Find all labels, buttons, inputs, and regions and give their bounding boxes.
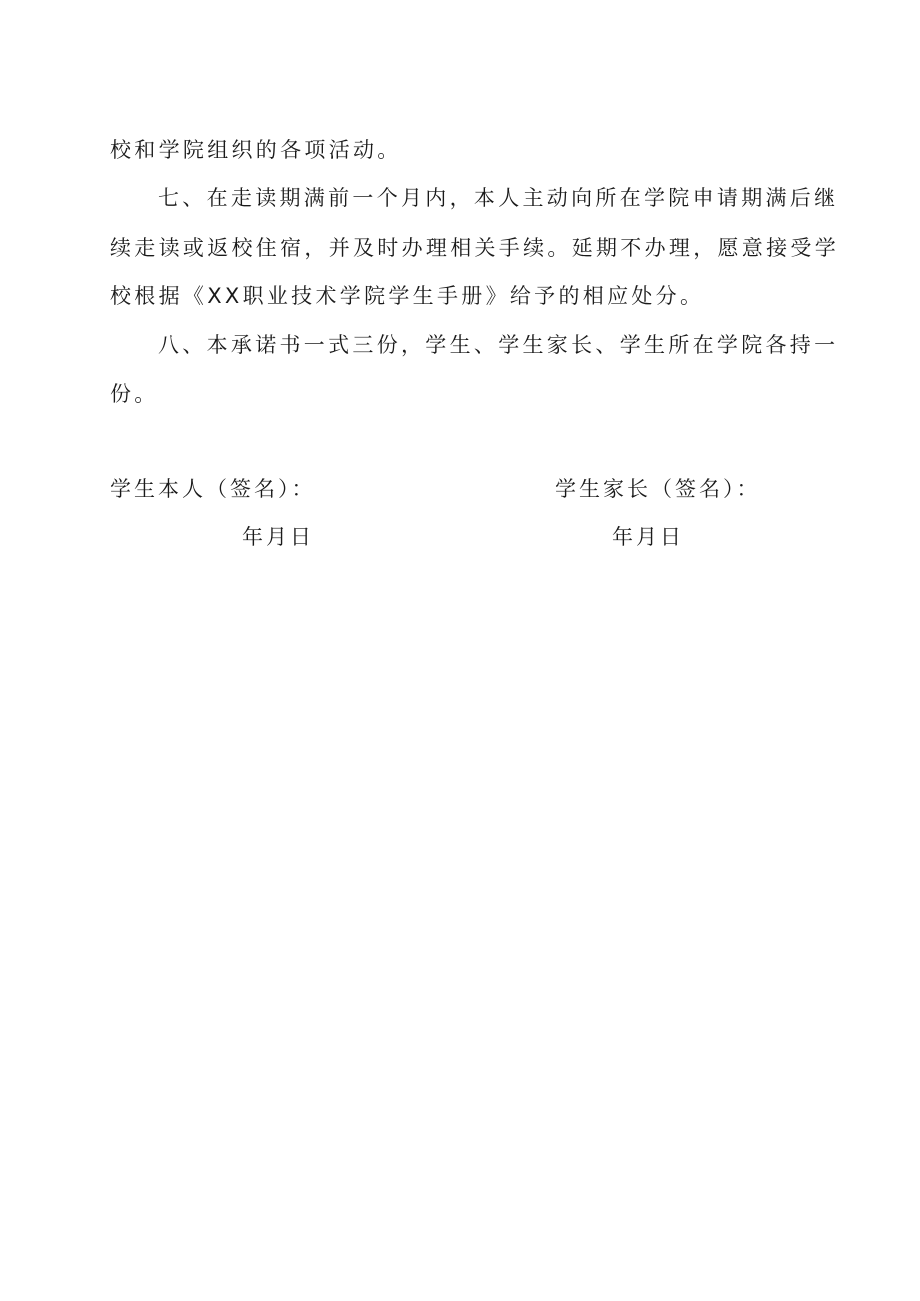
parent-signature-label: 学生家长（签名）： — [555, 477, 761, 501]
paragraph-7-line-3: 校根据《XX职业技术学院学生手册》给予的相应处分。 — [110, 284, 705, 308]
paragraph-6-line-1: 校和学院组织的各项活动。 — [110, 138, 402, 162]
paragraph-7-line-2: 续走读或返校住宿，并及时办理相关手续。延期不办理，愿意接受学 — [110, 236, 839, 260]
parent-signature-date: 年月日 — [612, 525, 684, 549]
student-signature-label: 学生本人（签名）： — [110, 477, 316, 501]
paragraph-8-line-2: 份。 — [110, 382, 159, 406]
paragraph-8-line-1: 八、本承诺书一式三份，学生、学生家长、学生所在学院各持一 — [158, 333, 839, 357]
paragraph-7-line-1: 七、在走读期满前一个月内，本人主动向所在学院申请期满后继 — [158, 186, 839, 210]
student-signature-date: 年月日 — [242, 525, 314, 549]
